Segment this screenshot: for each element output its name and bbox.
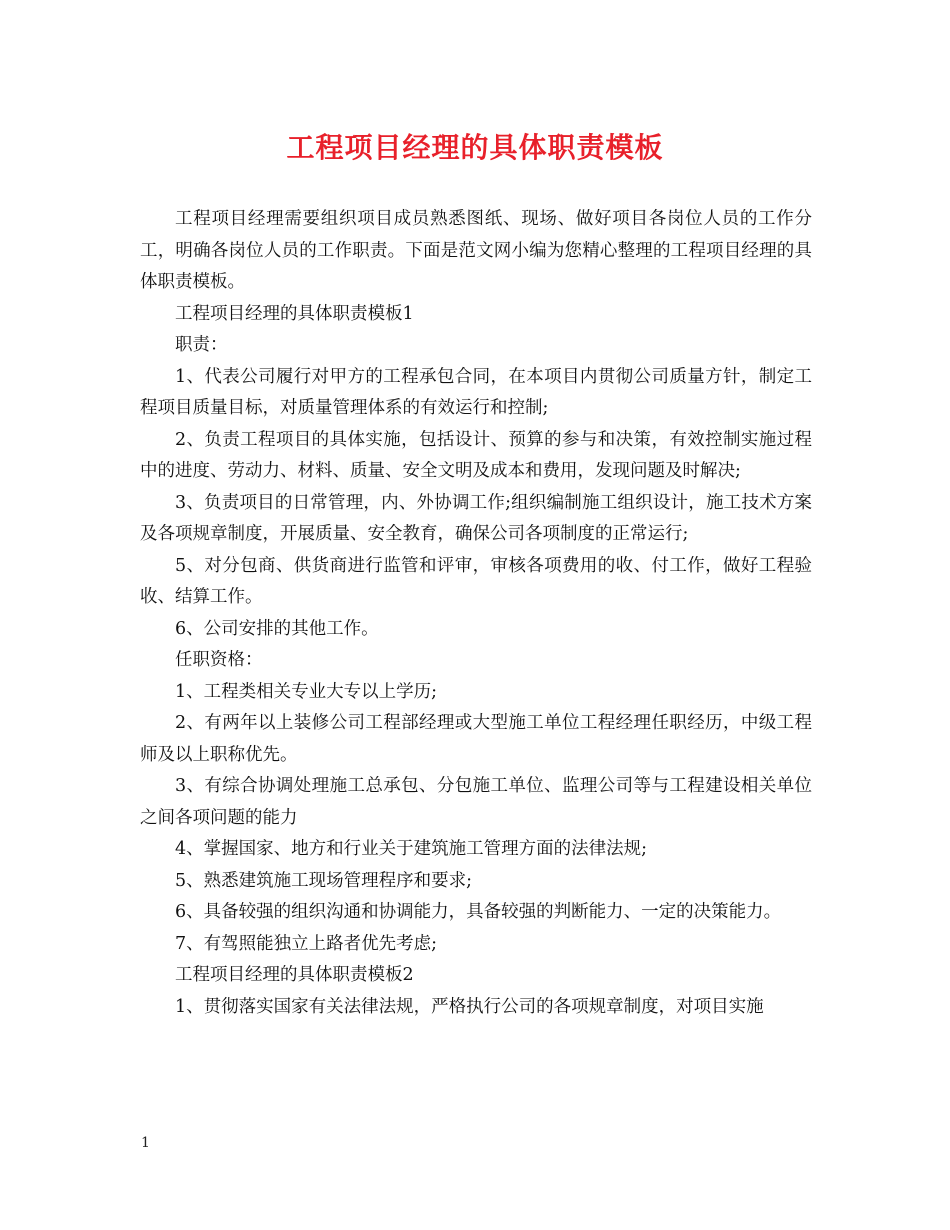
section-heading-template-1: 工程项目经理的具体职责模板1: [175, 303, 414, 324]
qualification-item-5: 5、熟悉建筑施工现场管理程序和要求;: [175, 870, 473, 891]
duty-item-2: 2、负责工程项目的具体实施，包括设计、预算的参与和决策，有效控制实施过程中的进度、劳动力、材料、质量、安全文明及成本和费用，发现问题及时解决;: [140, 429, 812, 481]
qualification-item-3: 3、有综合协调处理施工总承包、分包施工单位、监理公司等与工程建设相关单位之间各项问题的能力: [140, 776, 812, 828]
subheading-qualifications: 任职资格：: [175, 650, 263, 670]
duty-item-3: 3、负责项目的日常管理，内、外协调工作;组织编制施工组织设计，施工技术方案及各项规章制度，开展质量、安全教育，确保公司各项制度的正常运行;: [140, 492, 812, 544]
document-title: 工程项目经理的具体职责模板: [286, 131, 664, 164]
qualification-item-6: 6、具备较强的组织沟通和协调能力，具备较强的判断能力、一定的决策能力。: [175, 902, 782, 922]
duty-item-6: 6、公司安排的其他工作。: [175, 618, 379, 639]
duty-item-1: 1、代表公司履行对甲方的工程承包合同，在本项目内贯彻公司质量方针，制定工程项目质量目标，对质量管理体系的有效运行和控制;: [140, 366, 812, 418]
qualification-item-1: 1、工程类相关专业大专以上学历;: [175, 681, 438, 702]
qualification-item-7: 7、有驾照能独立上路者优先考虑;: [175, 933, 438, 954]
page-number: 1: [141, 1135, 150, 1151]
document-body: [140, 204, 812, 1023]
template-2-item-1: 1、贯彻落实国家有关法律法规，严格执行公司的各项规章制度，对项目实施: [175, 996, 764, 1017]
subheading-duties: 职责：: [175, 335, 228, 355]
duty-item-5: 5、对分包商、供货商进行监管和评审，审核各项费用的收、付工作，做好工程验收、结算工作。: [140, 555, 812, 607]
section-heading-template-2: 工程项目经理的具体职责模板2: [175, 965, 414, 985]
qualification-item-4: 4、掌握国家、地方和行业关于建筑施工管理方面的法律法规;: [175, 839, 648, 859]
qualification-item-2: 2、有两年以上装修公司工程部经理或大型施工单位工程经理任职经历，中级工程师及以上职称优先。: [140, 713, 812, 765]
paragraph-intro: 工程项目经理需要组织项目成员熟悉图纸、现场、做好项目各岗位人员的工作分工，明确各岗位人员的工作职责。下面是范文网小编为您精心整理的工程项目经理的具体职责模板。: [140, 209, 812, 292]
